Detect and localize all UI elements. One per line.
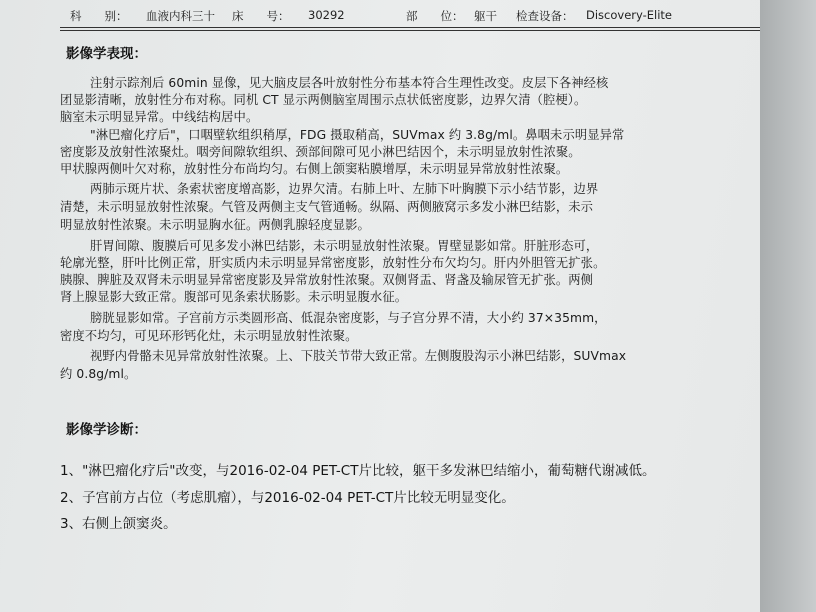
bed-label: 床 号：: [232, 9, 290, 23]
findings-line: 注射示踪剂后 60min 显像，见大脑皮层各叶放射性分布基本符合生理性改变。皮层下各神经核: [90, 76, 609, 90]
findings-line: 清楚，未示明显放射性浓聚。气管及两侧主支气管通畅。纵隔、两侧腋窝示多发小淋巴结影，未示: [60, 200, 594, 214]
site-label: 部 位：: [406, 9, 464, 23]
dept-value: 血液内科三十: [146, 9, 215, 23]
findings-line: "淋巴瘤化疗后"，口咽壁软组织稍厚，FDG 摄取稍高，SUVmax 约 3.8g/ml。鼻咽未示明显异常: [90, 128, 625, 142]
diagnosis-item: 3、右侧上颌窦炎。: [60, 516, 177, 532]
diagnosis-item: 1、"淋巴瘤化疗后"改变，与2016-02-04 PET-CT片比较，躯干多发淋巴结缩小，葡萄糖代谢减低。: [60, 463, 656, 479]
paper-shadow-edge: [760, 0, 816, 612]
site-value: 躯干: [474, 9, 497, 23]
diagnosis-title: 影像学诊断：: [66, 422, 147, 438]
findings-line: 团显影清晰，放射性分布对称。同机 CT 显示两侧脑室周围示点状低密度影，边界欠清（腔梗）。: [60, 93, 587, 107]
patient-info-header: [60, 6, 760, 26]
findings-line: 密度不均匀，可见环形钙化灶，未示明显放射性浓聚。: [60, 329, 358, 343]
findings-line: 膀胱显影如常。子宫前方示类圆形高、低混杂密度影，与子宫分界不清，大小约 37×35mm，: [90, 311, 607, 325]
device-value: Discovery-Elite: [586, 8, 673, 22]
findings-line: 肝胃间隙、腹膜后可见多发小淋巴结影，未示明显放射性浓聚。胃壁显影如常。肝脏形态可，: [90, 239, 599, 253]
findings-title: 影像学表现：: [66, 46, 147, 62]
findings-line: 两肺示斑片状、条索状密度增高影，边界欠清。右肺上叶、左肺下叶胸膜下示小结节影，边界: [90, 182, 599, 196]
device-label: 检查设备：: [516, 9, 574, 23]
bed-value: 30292: [308, 8, 345, 22]
dept-label: 科 别：: [70, 9, 128, 23]
findings-line: 明显放射性浓聚。未示明显胸水征。两侧乳腺轻度显影。: [60, 218, 370, 232]
findings-line: 约 0.8g/ml。: [60, 367, 137, 381]
findings-line: 轮廓光整，肝叶比例正常，肝实质内未示明显异常密度影，放射性分布欠均匀。肝内外胆管无扩张。: [60, 256, 606, 270]
findings-line: 胰腺、脾脏及双肾未示明显异常密度影及异常放射性浓聚。双侧肾盂、肾盏及输尿管无扩张。两侧: [60, 273, 594, 287]
findings-line: 肾上腺显影大致正常。腹部可见条索状肠影。未示明显腹水征。: [60, 290, 408, 304]
findings-line: 甲状腺两侧叶欠对称，放射性分布尚均匀。右侧上颌窦粘膜增厚，未示明显异常放射性浓聚。: [60, 162, 569, 176]
findings-line: 视野内骨骼未见异常放射性浓聚。上、下肢关节带大致正常。左侧腹股沟示小淋巴结影，SUVmax: [90, 349, 627, 363]
findings-line: 脑室未示明显异常。中线结构居中。: [60, 110, 259, 124]
header-rule-bottom: [60, 30, 760, 31]
header-rule-top: [60, 27, 760, 28]
diagnosis-item: 2、子宫前方占位（考虑肌瘤），与2016-02-04 PET-CT片比较无明显变化。: [60, 490, 515, 506]
findings-line: 密度影及放射性浓聚灶。咽旁间隙软组织、颈部间隙可见小淋巴结因个，未示明显放射性浓聚。: [60, 145, 581, 159]
